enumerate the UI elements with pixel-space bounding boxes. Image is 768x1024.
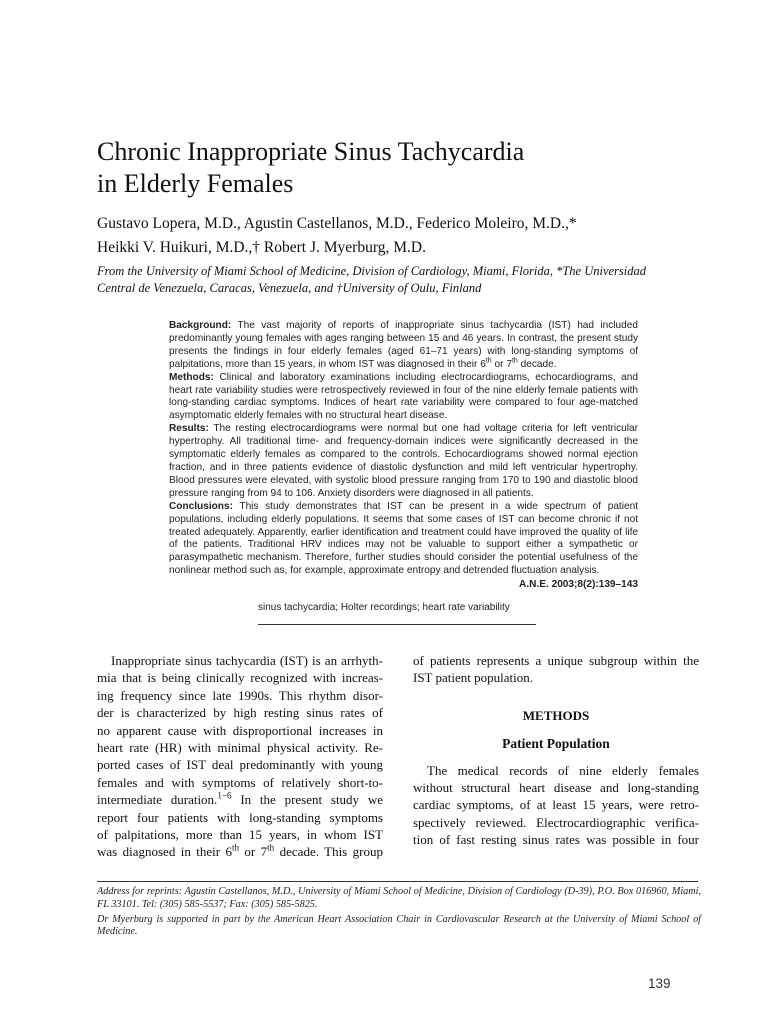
body-line: Inappropriate sinus tachycardia (IST) is an arrhyth-	[111, 653, 383, 668]
footnote-divider	[97, 881, 698, 882]
body-line: ing frequency since late 1990s. This rhythm disor-	[97, 687, 383, 703]
conclusions-heading: Conclusions:	[169, 500, 233, 512]
footnotes	[97, 886, 701, 941]
body-line: tion of fast resting sinus rates was possible in four	[413, 832, 699, 848]
patient-population-heading: Patient Population	[502, 736, 610, 752]
body-line-tail: In the present study we	[231, 792, 383, 808]
authors-line-1: Gustavo Lopera, M.D., Agustin Castellanos, M.D., Federico Moleiro, M.D.,*	[97, 215, 577, 232]
body-line: ported cases of IST deal predominantly with young	[97, 757, 383, 773]
body-line-text: intermediate duration.	[97, 792, 218, 808]
affiliation-line-1: From the University of Miami School of Medicine, Division of Cardiology, Miami, Florida, *The Universidad	[97, 264, 647, 278]
methods-text: Clinical and laboratory examinations including electrocardiograms, echocardiograms, and heart rate variability studies were retrospectively reviewed in four of the nine elderly female patients with long-standing cardiac symptoms. Indices of heart rate variability were compared to four age-matched asymptomatic elderly females with no structural heart disease.	[169, 371, 638, 422]
body-line: heart rate (HR) with minimal physical activity. Re-	[97, 740, 383, 756]
body-line: of patients represents a unique subgroup within the	[413, 653, 699, 668]
body-line: without structural heart disease and long-standing	[413, 780, 699, 796]
title-line-1: Chronic Inappropriate Sinus Tachycardia	[97, 137, 525, 166]
body-line-with-reference	[97, 791, 383, 808]
journal-citation: A.N.E. 2003;8(2):139–143	[519, 579, 638, 591]
body-line: no apparent cause with disproportional increases in	[97, 722, 383, 738]
abstract-results	[157, 423, 638, 500]
abstract-background	[157, 320, 638, 372]
background-heading: Background:	[169, 320, 232, 331]
body-line: mia that is being clinically recognized with increas-	[97, 670, 383, 686]
reprint-address-note: Address for reprints: Agustin Castellanos, M.D., University of Miami School of Medicine, Division of Cardiology (D-39), P.O. Box 016960, Miami, FL 33101. Tel: (305) 585-5537; Fax: (305) 585-5825.	[97, 886, 701, 910]
results-heading: Results:	[169, 423, 209, 435]
keywords: sinus tachycardia; Holter recordings; heart rate variability	[258, 602, 510, 613]
methods-heading-abstract: Methods:	[169, 371, 214, 383]
keywords-divider	[258, 624, 536, 625]
body-column-left	[97, 652, 383, 861]
body-line: cardiac symptoms, of at least 15 years, were retro-	[413, 797, 699, 813]
reference-superscript: 1−6	[217, 790, 232, 801]
results-text: The resting electrocardiograms were normal but one had voltage criteria for left ventricular hypertrophy. All traditional time- and frequency-domain indices were significantly decreased in the symptomatic elderly females as compared to the controls. Echocardiograms showed normal ejection fraction, and in three patients evidence of diastolic dysfunction and mild left ventricular hypertrophy. Blood pressures were elevated, with systolic blood pressure ranging from 170 to 190 and diastolic blood pressure ranging from 94 to 106. Anxiety disorders were diagnosed in all patients.	[169, 423, 638, 499]
body-column-right	[413, 652, 699, 849]
background-text: The vast majority of reports of inappropriate sinus tachycardia (IST) had included predominantly young females with ages ranging between 15 and 46 years. In contrast, the present study presents the findings in four elderly females (aged 61–71 years) with long-standing symptoms of palpitations, more than 15 years, in whom IST was diagnosed in their 6th or 7th decade.	[169, 320, 639, 370]
article-title	[97, 136, 697, 200]
abstract	[157, 320, 638, 592]
body-line: females and with symptoms of relatively short-to-	[97, 774, 383, 790]
author-list	[97, 212, 697, 260]
conclusions-text: This study demonstrates that IST can be present in a wide spectrum of patient populations, including elderly populations. It seems that some cases of IST can become chronic if not treated adequately. Apparently, earlier identification and treatment could have improved the quality of life of the patients. Traditional HRV indices may not be valuable to support either a sympathetic or parasympathetic mechanism. Therefore, further studies should consider the potential usefulness of the nonlinear method such as, for example, approximate entropy and detrended fluctuation analysis.	[169, 500, 639, 577]
body-line: IST patient population.	[413, 670, 533, 686]
title-line-2: in Elderly Females	[97, 169, 294, 198]
body-line: report four patients with long-standing symptoms	[97, 809, 383, 825]
funding-note: Dr Myerburg is supported in part by the American Heart Association Chair in Cardiovascular Research at the University of Miami School of Medicine.	[97, 913, 701, 938]
page-number: 139	[648, 976, 671, 991]
abstract-conclusions	[157, 501, 638, 578]
affiliations	[97, 263, 687, 297]
body-line: The medical records of nine elderly females	[427, 762, 699, 778]
body-line: der is characterized by high resting sinus rates of	[97, 705, 383, 721]
abstract-methods	[157, 372, 638, 424]
affiliation-line-2: Central de Venezuela, Caracas, Venezuela, and †University of Oulu, Finland	[97, 281, 482, 295]
authors-line-2: Heikki V. Huikuri, M.D.,† Robert J. Myerburg, M.D.	[97, 239, 426, 256]
body-line: of palpitations, more than 15 years, in whom IST	[97, 827, 383, 843]
body-line: spectively reviewed. Electrocardiographic verifica-	[413, 814, 699, 830]
methods-section-heading: METHODS	[522, 707, 590, 723]
body-line: was diagnosed in their 6th or 7th decade. This group	[97, 843, 383, 860]
